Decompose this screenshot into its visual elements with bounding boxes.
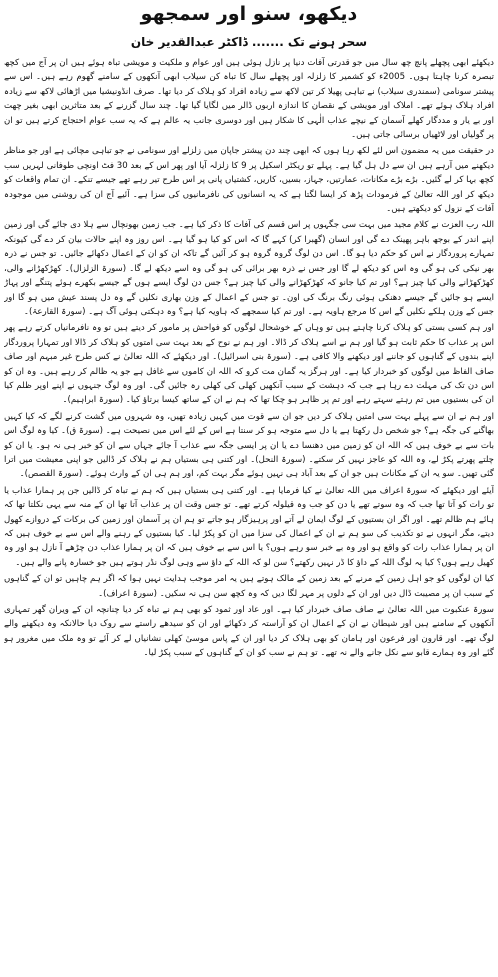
paragraph: اور ہم نے ان سے پہلے بہت سی امتیں ہلاک کر دیں جو ان سے قوت میں کہیں زیادہ تھیں، وہ شہروں میں گشت کرنے لگے کہ کیا کہیں بھاگنے کی جگہ ہے؟ جو شخص دل رکھتا ہے یا دل سے متوجہ ہو کر سنتا ہے اس کے لئے اس میں نصیحت ہے۔ (سورۃ ق)۔ کیا وہ لوگ اس بات سے بے خوف ہیں کہ اللہ ان کو زمین میں دھنسا دے یا ان پر ایسی جگہ سے عذاب آ جائے جہاں سے ان کو خبر ہی نہ ہو۔ یا ان کو چلتے پھرتے پکڑ لے، وہ اللہ کو عاجز نہیں کر سکتے۔ (سورۃ النحل)۔ اور کتنی ہی بستیاں ہم نے ہلاک کر ڈالیں جو اپنی معیشت میں اترا گئی تھیں۔ سو یہ ان کے مکانات ہیں جو ان کے بعد آباد ہی نہیں ہوئے مگر بہت کم، اور ہم ہی ان کے وارث ہوئے۔ (سورۃ القصص)۔ [4,411,494,480]
paragraph: دیکھئے ابھی پچھلے پانچ چھ سال میں جو قدرتی آفات دنیا پر نازل ہوئی ہیں اور عوام و ملکیت و مویشی تباہ ہوئے ہیں ان پر آج میں کچھ تبصرہ کرنا چاہتا ہوں۔ 2005ء کو کشمیر کا زلزلہ اور پچھلے سال کا تباہ کن سیلاب ابھی آنکھوں کے سامنے گھوم رہے ہیں۔ اس سے پیشتر سونامی (سمندری سیلاب) نے تباہی پھیلا کر تین لاکھ سے زیادہ افراد کو ہلاک کر دیا تھا۔ صرف انڈونیشیا میں اڑھائی لاکھ سے زیادہ افراد ہلاک ہوئے تھے۔ املاک اور مویشی کے نقصان کا اندازہ اربوں ڈالر میں لگایا گیا تھا۔ چند سال گزرنے کے بعد متاثرین ابھی بغیر چھت اور بے یار و مددگار کھلے آسمان کے نیچے عذاب الٰہی کا شکار ہیں اور دوسری جانب یہ عالم ہے کہ یہ سب عوام احتجاج کرتے ہیں تو ان پر گولیاں اور لاٹھیاں برسائی جاتی ہیں۔ [4,58,494,141]
paragraph: اللہ رب العزت نے کلام مجید میں بہت سی جگہوں پر اس قسم کی آفات کا ذکر کیا ہے۔ جب زمین بھونچال سے ہلا دی جائے گی اور زمین اپنے اندر کے بوجھ باہر پھینک دے گی اور انسان (گھبرا کر) کہے گا کہ اس کو کیا ہو گیا ہے۔ اس روز وہ اپنے حالات بیان کر دے گی کیونکہ تمہارے پروردگار نے اس کو حکم دیا ہو گا۔ اس دن لوگ گروہ گروہ ہو کر آئیں گے تاکہ ان کو ان کے اعمال دکھائے جائیں۔ تو جس نے ذرہ بھر نیکی کی ہو گی وہ اس کو دیکھ لے گا اور جس نے ذرہ بھر برائی کی ہو گی وہ اسے دیکھ لے گا۔ (سورۃ الزلزال)۔ کھڑکھڑانے والی، کھڑکھڑانے والی کیا چیز ہے؟ اور تم کیا جانو کہ کھڑکھڑانے والی کیا چیز ہے؟ جس دن لوگ ایسے ہوں گے جیسے بکھرے ہوئے پتنگے اور پہاڑ ایسے ہو جائیں گے جیسے دھنکی ہوئی رنگ برنگ کی اون۔ تو جس کے اعمال کے وزن بھاری نکلیں گے وہ دل پسند عیش میں ہو گا اور جس کے وزن ہلکے نکلیں گے اس کا مرجع ہاویہ ہے۔ اور تم کیا سمجھے کہ ہاویہ کیا ہے؟ وہ دہکتی ہوئی آگ ہے۔ (سورۃ القارعۃ)۔ [4,220,494,317]
column-title: دیکھو، سنو اور سمجھو [140,3,358,25]
paragraph: اور ہم کسی بستی کو ہلاک کرنا چاہتے ہیں تو وہاں کے خوشحال لوگوں کو فواحش پر مامور کر دیتے ہیں تو وہ نافرمانیاں کرتے رہے پھر اس پر عذاب کا حکم ثابت ہو گیا اور ہم نے اسے ہلاک کر ڈالا۔ اور ہم نے نوح کے بعد بہت سی امتوں کو ہلاک کر ڈالا اور تمہارا پروردگار اپنے بندوں کے گناہوں کو جاننے اور دیکھنے والا کافی ہے۔ (سورۃ بنی اسرائیل)۔ اور دیکھئے کہ اللہ تعالیٰ نے کس طرح غیر مبہم اور صاف صاف الفاظ میں لوگوں کو خبردار کیا ہے۔ اور ہرگز یہ گمان مت کرو کہ اللہ ان کاموں سے غافل ہے جو یہ ظالم کر رہے ہیں۔ وہ ان کو اس دن تک کی مہلت دے رہا ہے جب کہ دہشت کے سبب آنکھیں کھلی کی کھلی رہ جائیں گی۔ اور وہ لوگ جنہوں نے اپنے اوپر ظلم کیا ان کی بستیوں میں تم رہتے سہتے رہے اور تم پر ظاہر ہو چکا تھا کہ ہم نے ان کے ساتھ کیسا برتاؤ کیا۔ (سورۃ ابراہیم)۔ [4,323,494,406]
paragraph: سورۃ عنکبوت میں اللہ تعالیٰ نے صاف صاف خبردار کیا ہے۔ اور عاد اور ثمود کو بھی ہم نے تباہ کر دیا چنانچہ ان کے ویران گھر تمہاری آنکھوں کے سامنے ہیں اور شیطان نے ان کے اعمال ان کو آراستہ کر دکھائے اور ان کو سیدھے راستے سے روک دیا حالانکہ وہ دیکھنے والے لوگ تھے۔ اور قارون اور فرعون اور ہامان کو بھی ہلاک کر دیا اور ان کے پاس موسیٰ کھلی نشانیاں لے کر آئے تو وہ ملک میں مغرور ہو گئے اور وہ ہمارے قابو سے نکل جانے والے نہ تھے۔ تو ہم نے سب کو ان کے گناہوں کے سبب پکڑ لیا۔ [4,605,494,659]
paragraph: در حقیقت میں یہ مضمون اس لئے لکھ رہا ہوں کہ ابھی چند دن پیشتر جاپان میں زلزلے اور سونامی نے جو تباہی مچائی ہے اور جو مناظر دیکھنے میں آرہے ہیں ان سے دل ہل گیا ہے۔ پہلے تو ریکٹر اسکیل پر 9 کا زلزلہ آیا اور پھر اس کے بعد 30 فٹ اونچی طوفانی لہریں سب کچھ بہا کر لے گئیں۔ بڑے بڑے مکانات، عمارتیں، جہاز، بسیں، کاریں، کشتیاں پانی پر اس طرح تیر رہے تھے جیسے تنکے۔ ان تمام واقعات کو دیکھ کر اور اللہ تعالیٰ کے فرمودات پڑھ کر ایسا لگتا ہے کہ یہ انسانوں کی نافرمانیوں کی سزا ہے۔ آئیے آج ان کی روشنی میں موجودہ آفات کے نزول کو دیکھتے ہیں۔ [4,146,494,215]
paragraph: آیئے اور دیکھئے کہ سورۃ اعراف میں اللہ تعالیٰ نے کیا فرمایا ہے۔ اور کتنی ہی بستیاں ہیں کہ ہم نے تباہ کر ڈالیں جن پر ہمارا عذاب یا تو رات کو آتا تھا جب کہ وہ سوتے تھے یا دن کو جب وہ قیلولہ کرتے تھے۔ تو جس وقت ان پر عذاب آتا تھا ان کے منہ سے یہی نکلتا تھا کہ ہائے ہم ظالم تھے۔ اور اگر ان بستیوں کے لوگ ایمان لے آتے اور پرہیزگار ہو جاتے تو ہم ان پر آسمان اور زمین کی برکات کے دروازے کھول دیتے، مگر انہوں نے تو تکذیب کی سو ہم نے ان کے اعمال کی سزا میں ان کو پکڑ لیا۔ کیا بستیوں کے رہنے والے اس سے بے خوف ہیں کہ ان پر ہمارا عذاب رات کو واقع ہو اور وہ بے خبر سو رہے ہوں؟ یا اس سے بے خوف ہیں کہ ان پر ہمارا عذاب دن چڑھے آ نازل ہو اور وہ کھیل رہے ہوں؟ کیا یہ لوگ اللہ کے داؤ کا ڈر نہیں رکھتے؟ سن لو کہ اللہ کے داؤ سے وہی لوگ نڈر ہوتے ہیں جو خسارہ پانے والے ہیں۔ [4,485,494,568]
paragraph: کیا ان لوگوں کو جو اہل زمین کے مرنے کے بعد زمین کے مالک ہوتے ہیں یہ امر موجب ہدایت نہیں ہوا کہ اگر ہم چاہیں تو ان کے گناہوں کے سبب ان پر مصیبت ڈال دیں اور ان کے دلوں پر مہر لگا دیں کہ وہ کچھ سن ہی نہ سکیں۔ (سورۃ اعراف)۔ [4,574,494,599]
column-byline: سحر ہونے تک ....... ڈاکٹر عبدالقدیر خان [130,35,368,49]
column-body [4,56,494,974]
